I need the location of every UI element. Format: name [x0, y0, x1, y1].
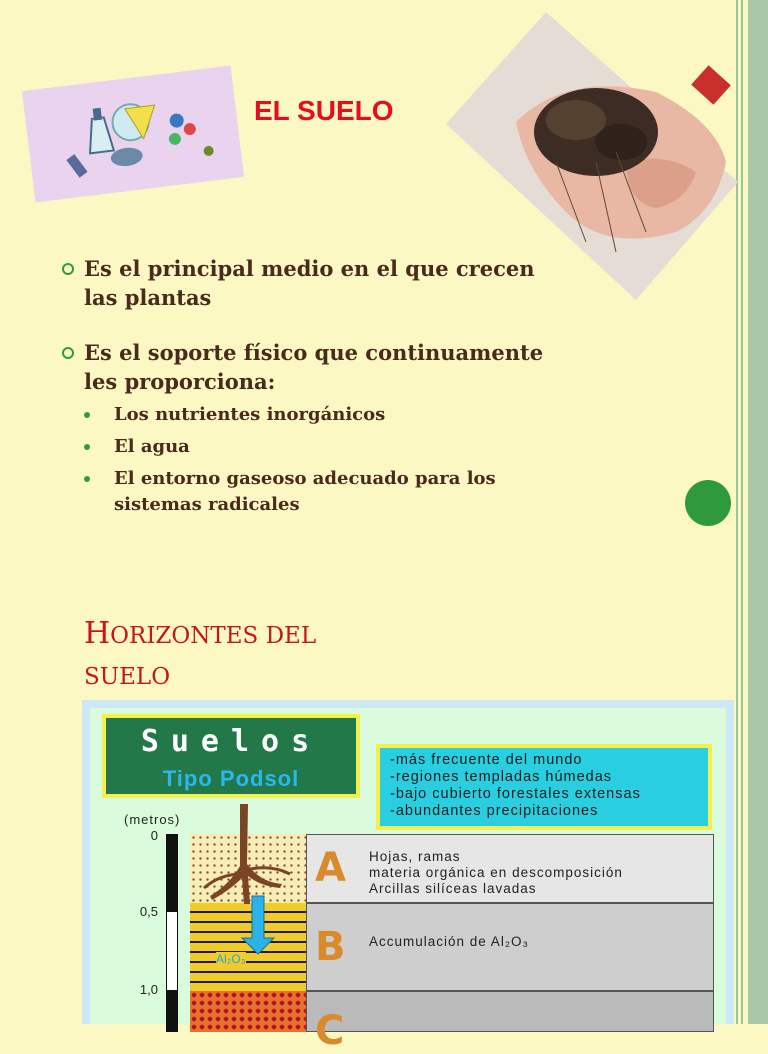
section-title-initial: H [84, 616, 111, 651]
horizon-line: Accumulación de Al₂O₃ [369, 934, 530, 949]
green-circle-icon [685, 480, 731, 526]
diagram-heading: Suelos [140, 724, 322, 759]
slide-title: EL SUELO [254, 95, 394, 126]
bullet-line: les proporciona: [84, 369, 276, 394]
soil-profile [190, 834, 714, 1054]
horizon-b-row [306, 903, 714, 991]
bullet-line: Es el principal medio en el que crecen [84, 256, 535, 281]
section-title [84, 613, 316, 698]
horizon-letter: B [315, 924, 346, 970]
sub-bullet-line: El agua [114, 436, 190, 457]
horizon-c-layer [190, 991, 306, 1032]
info-line: -más frecuente del mundo [390, 752, 583, 768]
soil-horizons-diagram [82, 700, 734, 1054]
scale-segment [167, 912, 177, 990]
scale-tick: 1,0 [139, 982, 158, 997]
horizon-description [369, 934, 529, 950]
info-line: -bajo cubierto forestales extensas [390, 786, 641, 802]
scale-tick: 0,5 [139, 904, 158, 919]
sub-bullet-item [84, 402, 622, 428]
sub-bullet-line: sistemas radicales [114, 494, 300, 515]
sub-bullet-line: El entorno gaseoso adecuado para los [114, 468, 496, 489]
sub-bullet-item [84, 466, 622, 518]
dot-bullet-icon [84, 412, 90, 418]
ring-bullet-icon [62, 263, 74, 275]
decorative-rail [741, 0, 743, 1024]
horizon-a-row [306, 834, 714, 903]
sub-bullet-list [84, 402, 622, 518]
horizon-line: Arcillas silíceas lavadas [369, 881, 537, 896]
diagram-info-box [376, 744, 712, 830]
bullet-line: las plantas [84, 285, 212, 310]
depth-scale-bar [166, 834, 178, 1032]
diagram-panel [90, 708, 726, 1054]
dot-bullet-icon [84, 476, 90, 482]
horizon-line: materia orgánica en descomposición [369, 865, 623, 880]
sub-bullet-item [84, 434, 622, 460]
ring-bullet-icon [62, 347, 74, 359]
tree-root-icon [190, 804, 306, 964]
info-line: -abundantes precipitaciones [390, 803, 599, 819]
horizon-line: Hojas, ramas [369, 849, 461, 864]
dot-bullet-icon [84, 444, 90, 450]
horizon-letter: A [315, 845, 346, 891]
diagram-title-box [102, 714, 360, 798]
section-title-line2: SUELO [84, 664, 171, 690]
info-line: -regiones templadas húmedas [390, 769, 613, 785]
horizon-letter: C [315, 1008, 345, 1054]
science-clipart-image [22, 66, 244, 203]
horizon-description [369, 849, 623, 897]
bullet-item [62, 254, 622, 312]
scale-tick: 0 [150, 828, 158, 843]
diagram-subheading: Tipo Podsol [162, 766, 300, 791]
horizon-c-row [306, 991, 714, 1054]
sub-bullet-line: Los nutrientes inorgánicos [114, 404, 386, 425]
decorative-rail [748, 0, 768, 1024]
bullet-list [62, 254, 622, 544]
bullet-line: Es el soporte físico que continuamente [84, 340, 544, 365]
scale-label: (metros) [124, 812, 181, 827]
al2o3-layer-label: Al₂O₃ [216, 952, 246, 966]
bullet-item [62, 338, 622, 518]
section-title-rest: ORIZONTES DEL [110, 623, 317, 649]
